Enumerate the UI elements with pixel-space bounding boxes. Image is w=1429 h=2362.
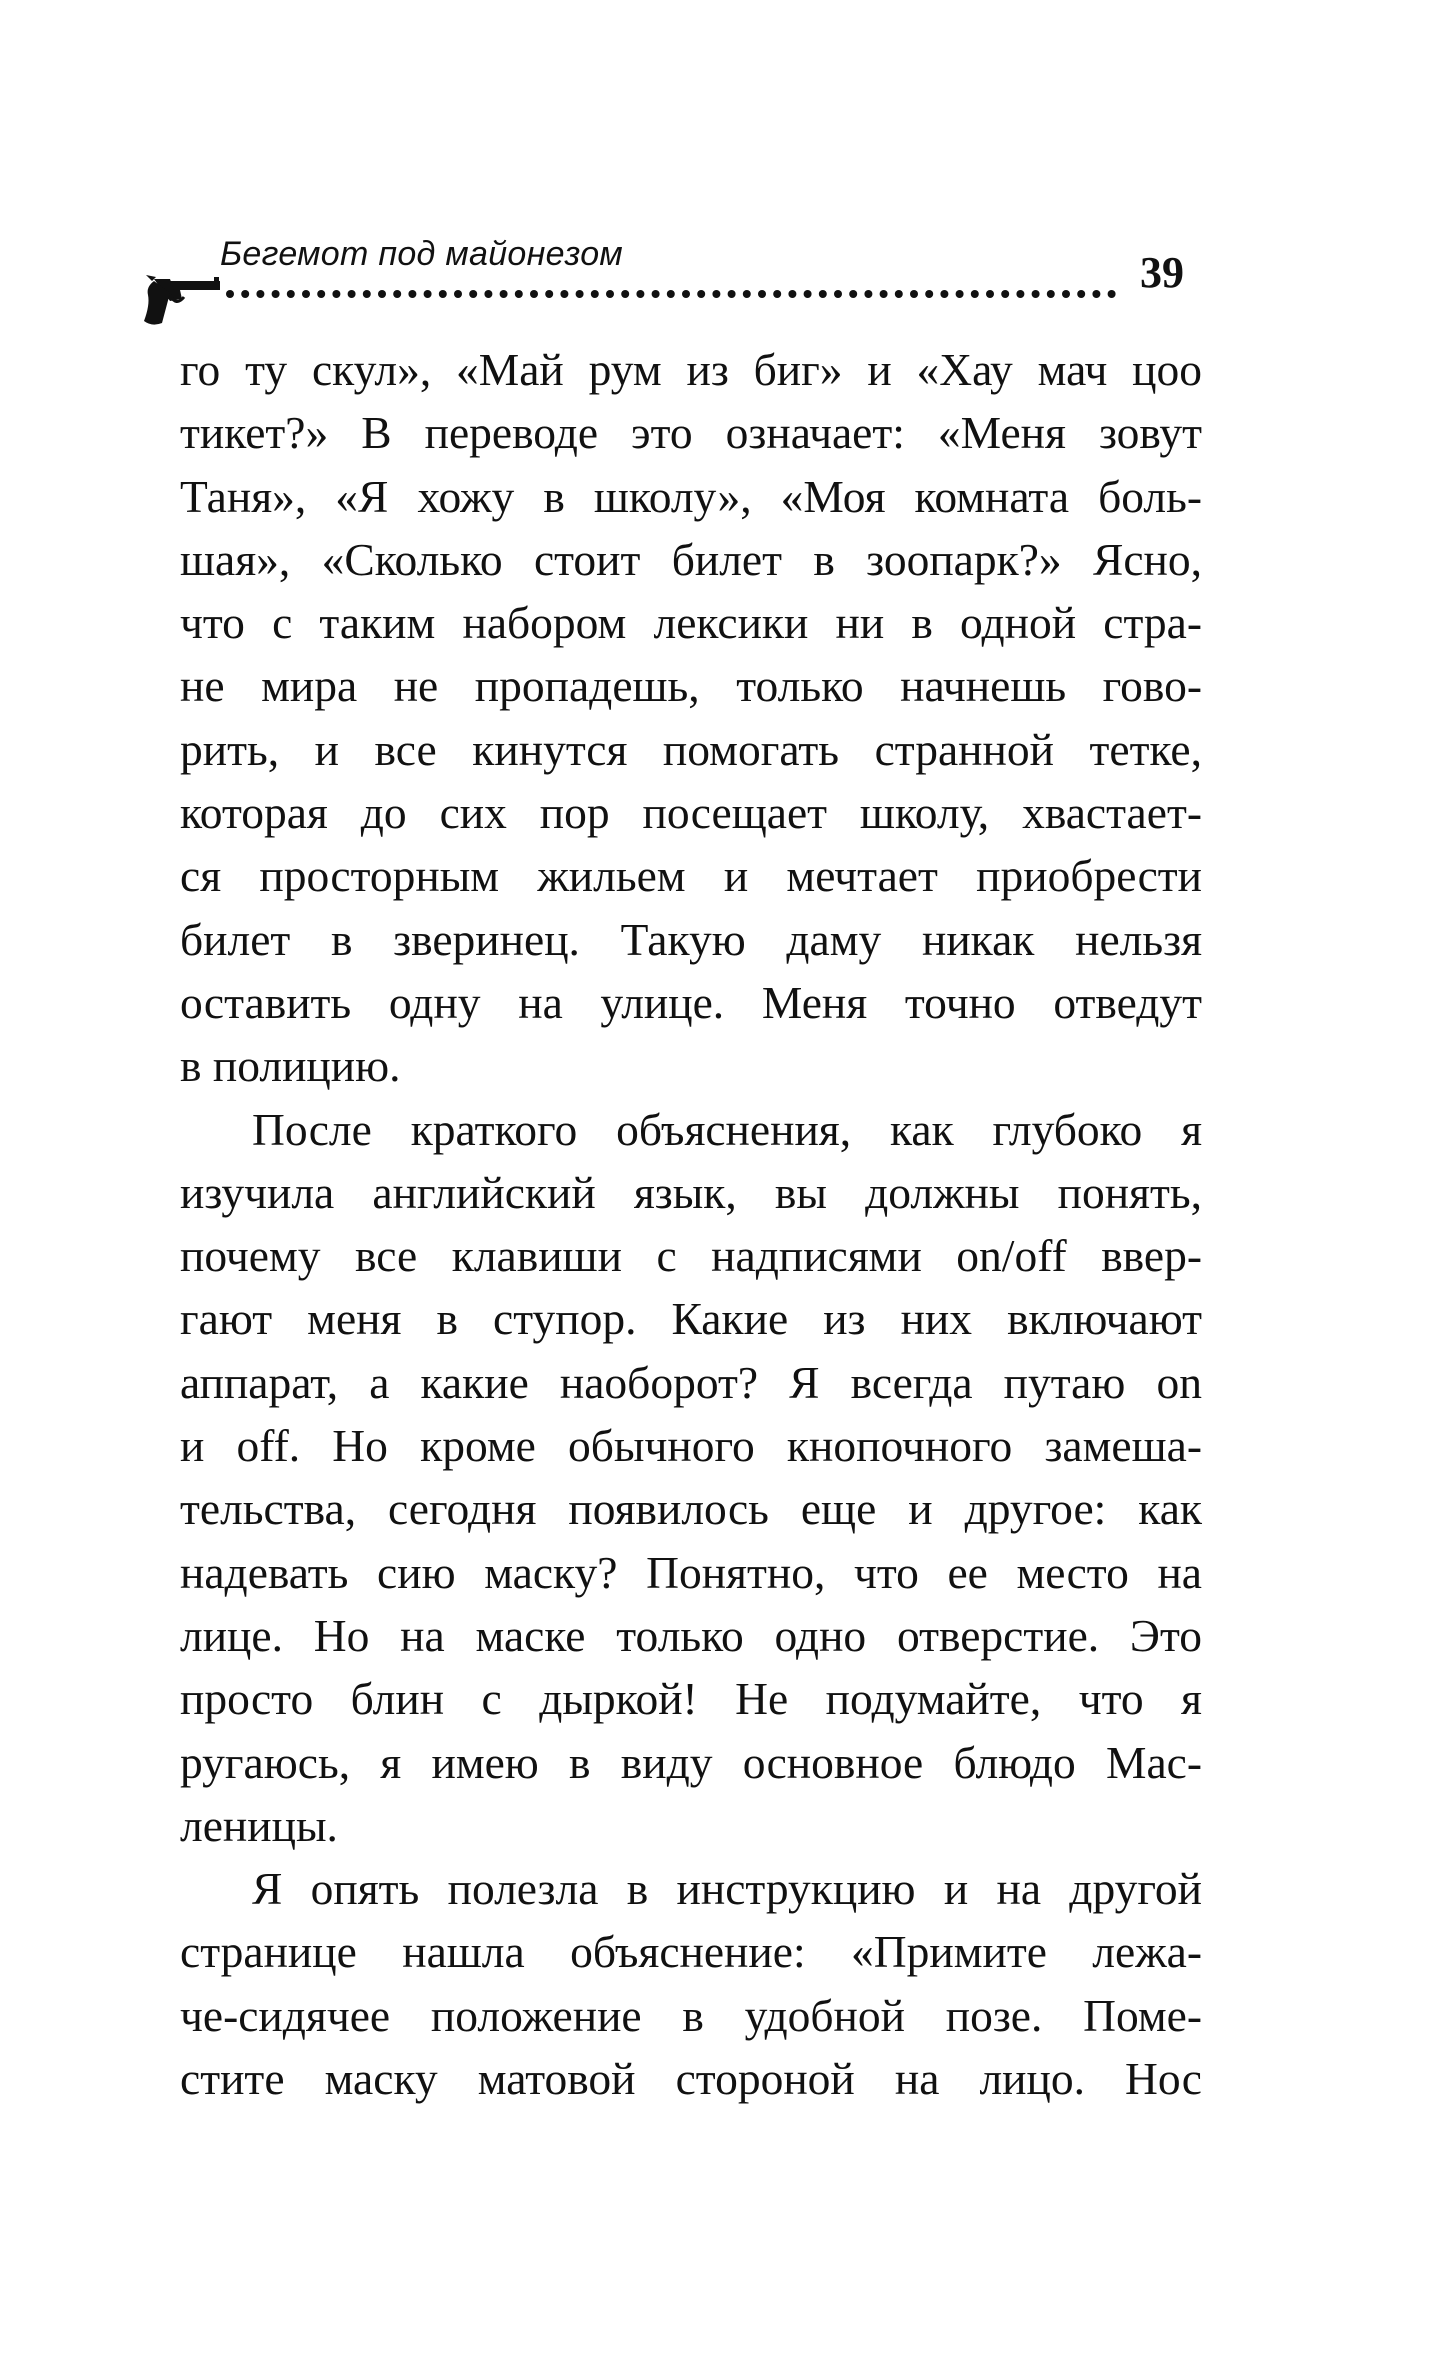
text-line: изучила английский язык, вы должны понять, <box>180 1166 1202 1218</box>
body-text <box>180 338 1202 2110</box>
text-line: ся просторным жильем и мечтает приобрести <box>180 850 1202 902</box>
text-line: Я опять полезла в инструкцию и на другой <box>252 1863 1202 1915</box>
page-number: 39 <box>1140 248 1184 297</box>
text-line: го ту скул», «Май рум из биг» и «Хау мач цоо <box>180 344 1202 395</box>
text-line: билет в зверинец. Такую даму никак нельзя <box>180 913 1202 965</box>
text-line: леницы. <box>180 1799 338 1851</box>
text-line: которая до сих пор посещает школу, хвастает- <box>180 787 1202 839</box>
text-line: че-сидячее положение в удобной позе. Поме- <box>180 1989 1202 2041</box>
text-line: почему все клавиши с надписями on/off ввер- <box>180 1230 1202 1282</box>
header-dotted-rule <box>224 283 1124 305</box>
text-line: После краткого объяснения, как глубоко я <box>252 1103 1202 1155</box>
text-line: лице. Но на маске только одно отверстие. Это <box>180 1609 1202 1661</box>
text-line: в полицию. <box>180 1040 401 1092</box>
text-line: просто блин с дыркой! Не подумайте, что я <box>180 1673 1202 1725</box>
text-line: гают меня в ступор. Какие из них включают <box>180 1293 1202 1345</box>
text-line: странице нашла объяснение: «Примите лежа- <box>180 1926 1202 1978</box>
text-line: надевать сию маску? Понятно, что ее место на <box>180 1546 1202 1598</box>
text-line: стите маску матовой стороной на лицо. Нос <box>180 2053 1202 2105</box>
text-line: что с таким набором лексики ни в одной стра- <box>180 597 1202 649</box>
text-line: тикет?» В переводе это означает: «Меня зовут <box>180 407 1202 459</box>
text-line: аппарат, а какие наоборот? Я всегда путаю on <box>180 1356 1202 1408</box>
text-line: ругаюсь, я имею в виду основное блюдо Мас- <box>180 1736 1202 1788</box>
text-line: рить, и все кинутся помогать странной тетке, <box>180 723 1202 775</box>
text-line: не мира не пропадешь, только начнешь гово- <box>180 660 1202 712</box>
text-line: тельства, сегодня появилось еще и другое: как <box>180 1483 1202 1535</box>
revolver-icon <box>140 275 220 327</box>
text-line: и off. Но кроме обычного кнопочного замеша- <box>180 1420 1202 1472</box>
text-line: шая», «Сколько стоит билет в зоопарк?» Ясно, <box>180 533 1202 585</box>
text-line: оставить одну на улице. Меня точно отведут <box>180 976 1202 1028</box>
running-header <box>140 225 1220 335</box>
text-line: Таня», «Я хожу в школу», «Моя комната боль- <box>180 470 1202 522</box>
book-title: Бегемот под майонезом <box>220 235 624 273</box>
